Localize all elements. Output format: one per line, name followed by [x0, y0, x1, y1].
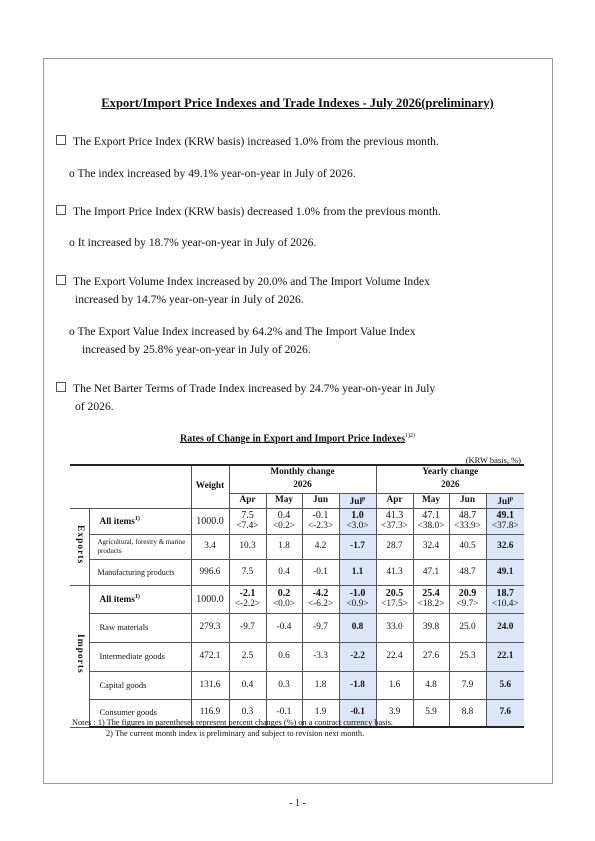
monthly-cell: 0.4 — [229, 671, 266, 699]
yearly-cell: 3.9 — [376, 699, 413, 727]
monthly-cell-current: 0.8 — [339, 613, 376, 642]
yearly-cell: 25.3 — [449, 642, 486, 671]
value: 48.7 — [458, 510, 477, 522]
contract-basis-value: <0.9> — [346, 599, 369, 610]
yearly-cell — [413, 508, 449, 534]
yearly-cell: 40.5 — [449, 534, 486, 559]
weight-cell: 1000.0 — [191, 508, 229, 534]
value: 20.9 — [458, 588, 477, 600]
table-row — [70, 585, 524, 613]
value: -1.0 — [349, 588, 366, 600]
row-label-text: All items — [99, 517, 135, 528]
contract-basis-value: <33.9> — [454, 521, 481, 532]
yearly-cell-current: 7.6 — [486, 699, 524, 727]
preliminary-mark: p — [509, 495, 514, 502]
monthly-cell: 7.5 — [229, 559, 266, 585]
yearly-cell — [449, 508, 486, 534]
yearly-cell: 32.4 — [413, 534, 449, 559]
weight-cell: 1000.0 — [191, 585, 229, 613]
header-month: Apr — [376, 493, 413, 508]
yearly-cell: 8.8 — [449, 699, 486, 727]
checkbox-square-icon — [56, 205, 66, 215]
monthly-cell-current: 1.1 — [339, 559, 376, 585]
header-yearly-change: Yearly change — [376, 465, 524, 479]
header-month-current — [339, 493, 376, 508]
value: 0.4 — [277, 510, 291, 522]
yearly-cell-current — [486, 585, 524, 613]
monthly-cell-current: -1.8 — [339, 671, 376, 699]
yearly-cell: 27.6 — [413, 642, 449, 671]
monthly-cell — [229, 585, 266, 613]
weight-cell: 3.4 — [191, 534, 229, 559]
weight-cell: 116.9 — [191, 699, 229, 727]
value: 1.0 — [351, 510, 364, 522]
monthly-cell-current — [339, 585, 376, 613]
row-label: Raw materials — [89, 613, 191, 642]
contract-basis-value: <-6.2> — [307, 599, 334, 610]
sub-point-import-yoy: o It increased by 18.7% year-on-year in July of 2026. — [69, 236, 317, 249]
paragraph-text: The Net Barter Terms of Trade Index increased by 24.7% year-on-year in July — [73, 382, 436, 395]
contract-basis-value: <0.2> — [272, 521, 296, 532]
header-month: Jun — [302, 493, 339, 508]
value: 20.5 — [385, 588, 404, 600]
weight-cell: 472.1 — [191, 642, 229, 671]
monthly-cell — [302, 585, 339, 613]
contract-basis-value: <37.3> — [381, 521, 408, 532]
sub-point-export-yoy: o The index increased by 49.1% year-on-year in July of 2026. — [69, 167, 356, 180]
table-row — [70, 642, 524, 671]
monthly-cell: 4.2 — [302, 534, 339, 559]
monthly-cell: 10.3 — [229, 534, 266, 559]
contract-basis-value: <-2.2> — [234, 599, 261, 610]
contract-basis-value: <38.0> — [417, 521, 445, 532]
yearly-cell: 1.6 — [376, 671, 413, 699]
contract-basis-value: <9.7> — [456, 599, 479, 610]
monthly-cell: -0.4 — [266, 613, 302, 642]
value: -4.2 — [312, 588, 329, 600]
yearly-cell-current: 49.1 — [486, 559, 524, 585]
monthly-cell-current: -0.1 — [339, 699, 376, 727]
monthly-cell — [302, 508, 339, 534]
header-monthly-change: Monthly change — [229, 465, 376, 479]
value: 47.1 — [422, 510, 440, 522]
paragraph-import-price — [56, 203, 441, 221]
checkbox-square-icon — [56, 382, 66, 392]
yearly-cell: 5.9 — [413, 699, 449, 727]
header-year-yearly: 2026 — [376, 479, 524, 493]
contract-basis-value: <17.5> — [381, 599, 408, 610]
yearly-cell: 28.7 — [376, 534, 413, 559]
row-label-text: All items — [99, 595, 135, 606]
value: 25.4 — [422, 588, 440, 600]
value: -2.1 — [239, 588, 256, 600]
monthly-cell: -0.1 — [302, 559, 339, 585]
table-title — [0, 433, 595, 444]
row-label: Capital goods — [89, 671, 191, 699]
paragraph-export-price — [56, 133, 439, 151]
monthly-cell: -9.7 — [229, 613, 266, 642]
monthly-cell: 1.9 — [302, 699, 339, 727]
note-1 — [72, 717, 393, 728]
yearly-cell: 39.8 — [413, 613, 449, 642]
table-row — [70, 613, 524, 642]
contract-basis-value: <18.2> — [417, 599, 445, 610]
table-title-text: Rates of Change in Export and Import Price Indexes — [180, 433, 405, 445]
row-label — [89, 508, 191, 534]
header-weight: Weight — [191, 465, 229, 508]
yearly-cell — [413, 585, 449, 613]
sub-point-value-index — [69, 323, 416, 359]
monthly-cell: 1.8 — [266, 534, 302, 559]
header-year-monthly: 2026 — [229, 479, 376, 493]
checkbox-square-icon — [56, 135, 66, 145]
note-text: 1) The figures in parentheses represent percent changes (%) on a contract currency basis. — [97, 718, 394, 727]
monthly-cell — [266, 585, 302, 613]
paragraph-volume-index — [56, 273, 430, 309]
table-title-footnote: 1)2) — [405, 433, 415, 439]
yearly-cell: 33.0 — [376, 613, 413, 642]
yearly-cell-current: 24.0 — [486, 613, 524, 642]
table-row — [70, 508, 524, 534]
monthly-cell: 2.5 — [229, 642, 266, 671]
document-title: Export/Import Price Indexes and Trade Indexes - July 2026(preliminary) — [101, 96, 494, 110]
monthly-cell: 0.3 — [266, 671, 302, 699]
row-label: Consumer goods — [89, 699, 191, 727]
monthly-cell: 0.6 — [266, 642, 302, 671]
yearly-cell: 4.8 — [413, 671, 449, 699]
paragraph-text: The Import Price Index (KRW basis) decreased 1.0% from the previous month. — [73, 205, 441, 218]
value: 0.2 — [277, 588, 291, 600]
monthly-cell — [266, 508, 302, 534]
table-unit: (KRW basis, %) — [465, 455, 521, 465]
monthly-cell — [229, 508, 266, 534]
row-label: Manufacturing products — [89, 559, 191, 585]
yearly-cell-current — [486, 508, 524, 534]
yearly-cell — [376, 585, 413, 613]
monthly-cell: 0.3 — [229, 699, 266, 727]
price-index-table — [70, 464, 524, 728]
value: 18.7 — [496, 588, 514, 600]
paragraph-text-cont: increased by 25.8% year-on-year in July of 2026. — [82, 343, 311, 356]
yearly-cell: 25.0 — [449, 613, 486, 642]
contract-basis-value: <37.8> — [491, 521, 519, 532]
yearly-cell-current: 5.6 — [486, 671, 524, 699]
yearly-cell: 22.4 — [376, 642, 413, 671]
yearly-cell — [449, 585, 486, 613]
row-label: Agricultural, forestry & marine products — [89, 534, 191, 559]
table-row — [70, 534, 524, 559]
value: 41.3 — [385, 510, 404, 522]
monthly-cell-current: -2.2 — [339, 642, 376, 671]
yearly-cell: 47.1 — [413, 559, 449, 585]
page-number: - 1 - — [289, 798, 306, 809]
contract-basis-value: <0.0> — [272, 599, 296, 610]
table-notes — [72, 717, 393, 739]
month-label: Jul — [349, 496, 363, 507]
imports-label-text: Imports — [74, 634, 85, 674]
monthly-cell-current: -1.7 — [339, 534, 376, 559]
preliminary-mark: p — [362, 495, 366, 502]
monthly-cell: -0.1 — [266, 699, 302, 727]
contract-basis-value: <3.0> — [346, 521, 369, 532]
contract-basis-value: <10.4> — [491, 599, 519, 610]
notes-prefix: Notes : — [72, 718, 96, 727]
header-month: Apr — [229, 493, 266, 508]
monthly-cell: 0.4 — [266, 559, 302, 585]
weight-cell: 996.6 — [191, 559, 229, 585]
row-label: Intermediate goods — [89, 642, 191, 671]
exports-label-text: Exports — [74, 524, 85, 565]
header-month: May — [266, 493, 302, 508]
monthly-cell: -9.7 — [302, 613, 339, 642]
paragraph-text: o The Export Value Index increased by 64.2% and The Import Value Index — [69, 325, 416, 338]
monthly-cell: 1.8 — [302, 671, 339, 699]
checkbox-square-icon — [56, 275, 66, 285]
note-2: 2) The current month index is preliminary and subject to revision next month. — [106, 729, 365, 738]
weight-cell: 131.6 — [191, 671, 229, 699]
table-row — [70, 559, 524, 585]
header-blank — [70, 465, 191, 508]
paragraph-text-cont: of 2026. — [75, 400, 114, 413]
value: 49.1 — [496, 510, 514, 522]
header-month: May — [413, 493, 449, 508]
value: -0.1 — [312, 510, 329, 522]
footnote-mark: 1) — [134, 594, 140, 601]
paragraph-text: The Export Volume Index increased by 20.0% and The Import Volume Index — [73, 275, 430, 288]
yearly-cell: 48.7 — [449, 559, 486, 585]
yearly-cell: 41.3 — [376, 559, 413, 585]
header-month: Jun — [449, 493, 486, 508]
contract-basis-value: <7.4> — [236, 521, 259, 532]
imports-group-label — [70, 585, 89, 727]
monthly-cell-current — [339, 508, 376, 534]
footnote-mark: 1) — [134, 516, 140, 523]
weight-cell: 279.3 — [191, 613, 229, 642]
yearly-cell-current: 22.1 — [486, 642, 524, 671]
yearly-cell — [376, 508, 413, 534]
yearly-cell: 7.9 — [449, 671, 486, 699]
header-month-current — [486, 493, 524, 508]
contract-basis-value: <-2.3> — [307, 521, 334, 532]
row-label — [89, 585, 191, 613]
month-label: Jul — [497, 496, 510, 507]
paragraph-text: The Export Price Index (KRW basis) increased 1.0% from the previous month. — [73, 135, 439, 148]
paragraph-text-cont: increased by 14.7% year-on-year in July of 2026. — [75, 293, 304, 306]
value: 7.5 — [241, 510, 254, 522]
paragraph-terms-of-trade — [56, 380, 435, 416]
table-row — [70, 671, 524, 699]
yearly-cell-current: 32.6 — [486, 534, 524, 559]
exports-group-label — [70, 508, 89, 585]
monthly-cell: -3.3 — [302, 642, 339, 671]
